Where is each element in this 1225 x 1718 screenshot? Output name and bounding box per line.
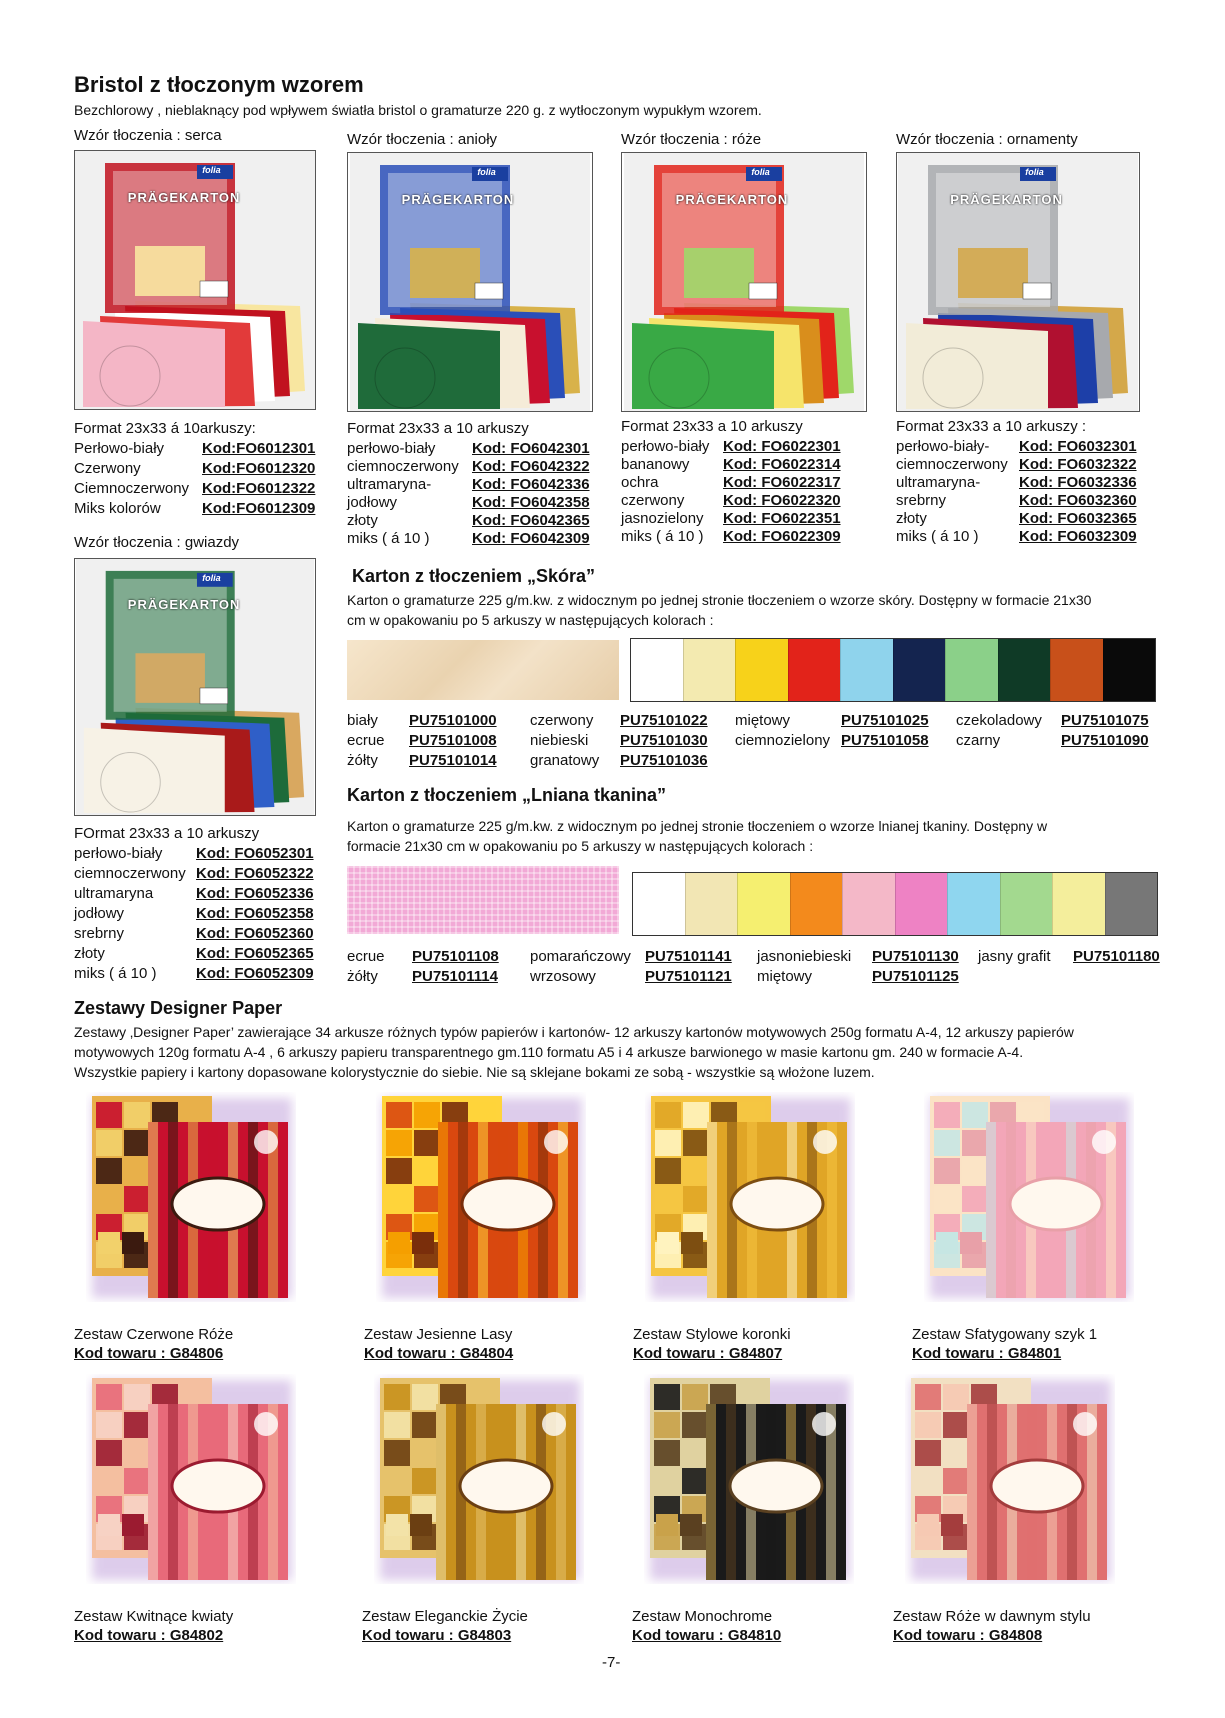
color-name: ecrue: [347, 948, 385, 965]
color-row: [347, 968, 522, 988]
product-row: [896, 510, 1146, 528]
product-code: PU75101075: [1061, 712, 1149, 729]
designer-title: Zestawy Designer Paper: [74, 998, 283, 1018]
color-name: ochra: [621, 474, 659, 491]
pattern-label: Wzór tłoczenia : serca: [74, 127, 222, 144]
designer-set-image: [86, 1374, 296, 1589]
color-name: pomarańczowy: [530, 948, 631, 965]
product-code: Kod:FO6012322: [202, 480, 316, 497]
color-name: wrzosowy: [530, 968, 596, 985]
package-label: PRÄGEKARTON: [127, 189, 241, 205]
color-name: perłowo-biały: [621, 438, 710, 455]
product-code: Kod: FO6052309: [196, 965, 314, 982]
designer-set-image: [924, 1092, 1134, 1307]
color-name: miks ( á 10 ): [896, 528, 979, 545]
color-name: niebieski: [530, 732, 589, 749]
brand-logo: folia: [477, 167, 496, 178]
package-label: PRÄGEKARTON: [127, 597, 241, 613]
designer-set-name: Zestaw Stylowe koronki: [633, 1326, 791, 1343]
product-row: [74, 440, 324, 460]
color-swatch: [840, 639, 893, 701]
color-name: biały: [347, 712, 378, 729]
product-row: [896, 528, 1146, 546]
color-name: jodłowy: [74, 905, 125, 922]
product-code: Kod: FO6042309: [472, 530, 590, 547]
bristol-description: Bezchlorowy , nieblaknący pod wpływem światła bristol o gramaturze 220 g. z wytłoczonym wypukłym wzorem.: [74, 102, 762, 118]
color-swatch: [1105, 873, 1158, 935]
product-code: Kod: FO6042336: [472, 476, 590, 493]
color-row: [757, 948, 982, 968]
color-swatch: [683, 639, 736, 701]
product-code: PU75101125: [872, 968, 959, 985]
color-name: Perłowo-biały: [74, 440, 165, 457]
color-name: złoty: [74, 945, 105, 962]
product-row: [74, 845, 324, 865]
color-name: czerwony: [530, 712, 594, 729]
designer-set-image: [645, 1092, 855, 1307]
color-name: czekoladowy: [956, 712, 1042, 729]
product-image: [347, 152, 593, 412]
color-name: Czerwony: [74, 460, 141, 477]
color-row: [530, 968, 755, 988]
product-code: Kod:FO6012301: [202, 440, 316, 457]
product-code: PU75101014: [409, 752, 497, 769]
designer-set-name: Zestaw Eleganckie Życie: [362, 1608, 528, 1625]
product-image: [621, 152, 867, 412]
color-name: ultramaryna-: [347, 476, 432, 493]
color-name: ultramaryna: [74, 885, 154, 902]
color-name: jasnozielony: [621, 510, 704, 527]
color-row: [530, 752, 730, 772]
product-code: Kod: FO6022320: [723, 492, 841, 509]
package-label: PRÄGEKARTON: [675, 191, 789, 207]
designer-set-code: Kod towaru : G84803: [362, 1627, 512, 1644]
color-name: ciemnoczerwony: [74, 865, 186, 882]
color-row: [530, 948, 755, 968]
designer-set-code: Kod towaru : G84806: [74, 1345, 224, 1362]
color-swatch: [631, 639, 683, 701]
color-name: miks ( á 10 ): [347, 530, 430, 547]
pattern-label: Wzór tłoczenia : gwiazdy: [74, 534, 240, 551]
product-code: Kod: FO6052358: [196, 905, 314, 922]
color-row: [978, 948, 1183, 968]
product-code: PU75101022: [620, 712, 708, 729]
product-row: [896, 474, 1146, 492]
color-name: miętowy: [757, 968, 813, 985]
product-row: [74, 480, 324, 500]
designer-set-name: Zestaw Sfatygowany szyk 1: [912, 1326, 1098, 1343]
designer-set-image: [374, 1374, 584, 1589]
product-code: Kod: FO6052322: [196, 865, 314, 882]
product-code: Kod: FO6032309: [1019, 528, 1137, 545]
color-swatch: [998, 639, 1051, 701]
color-swatch: [633, 873, 685, 935]
skora-description-2: cm w opakowaniu po 5 arkuszy w następujących kolorach :: [347, 612, 714, 628]
product-row: [347, 458, 597, 476]
product-code: Kod: FO6032365: [1019, 510, 1137, 527]
color-name: jasnoniebieski: [757, 948, 852, 965]
skora-title: Karton z tłoczeniem „Skóra”: [352, 566, 596, 586]
format-label: Format 23x33 á 10arkuszy:: [74, 420, 256, 437]
product-code: Kod: FO6032301: [1019, 438, 1137, 455]
color-name: perłowo-biały: [74, 845, 163, 862]
color-row: [956, 712, 1171, 732]
product-code: Kod: FO6042365: [472, 512, 590, 529]
product-row: [74, 460, 324, 480]
product-row: [347, 530, 597, 548]
color-name: miks ( á 10 ): [74, 965, 157, 982]
product-row: [347, 440, 597, 458]
lniana-description-1: Karton o gramaturze 225 g/m.kw. z widocznym po jednej stronie tłoczeniem o wzorze lnianej tkaniny. Dostępny w: [347, 818, 1048, 834]
designer-set-image: [86, 1092, 296, 1307]
product-code: Kod: FO6022351: [723, 510, 841, 527]
color-name: żółty: [347, 968, 378, 985]
product-row: [621, 528, 871, 546]
lniana-description-2: formacie 21x30 cm w opakowaniu po 5 arkuszy w następujących kolorach :: [347, 838, 814, 854]
product-code: Kod: FO6022314: [723, 456, 841, 473]
designer-set-name: Zestaw Jesienne Lasy: [364, 1326, 513, 1343]
product-code: PU75101058: [841, 732, 929, 749]
page-number: -7-: [602, 1654, 621, 1671]
designer-description-1: Zestawy ‚Designer Paper’ zawierające 34 arkusze różnych typów papierów i kartonów- 12 arkuszy kartonów motywowych 250g formatu A-4, 12 arkuszy papierów: [74, 1024, 1074, 1040]
color-swatch: [842, 873, 895, 935]
product-code: Kod:FO6012320: [202, 460, 316, 477]
color-row: [347, 732, 519, 752]
product-row: [74, 945, 324, 965]
color-name: Ciemnoczerwony: [74, 480, 190, 497]
product-row: [347, 476, 597, 494]
pattern-label: Wzór tłoczenia : anioły: [347, 131, 498, 148]
designer-description-3: Wszystkie papiery i kartony dopasowane kolorystycznie do siebie. Nie są sklejane bokami ze sobą - wszystkie są włożone luzem.: [74, 1064, 875, 1080]
product-code: PU75101030: [620, 732, 708, 749]
product-row: [621, 456, 871, 474]
color-name: czarny: [956, 732, 1001, 749]
page-title: Bristol z tłoczonym wzorem: [74, 72, 364, 97]
color-swatch: [1050, 639, 1103, 701]
format-label: Format 23x33 a 10 arkuszy: [347, 420, 529, 437]
brand-logo: folia: [202, 165, 221, 176]
color-name: ultramaryna-: [896, 474, 981, 491]
brand-logo: folia: [1025, 167, 1044, 178]
product-code: PU75101141: [645, 948, 732, 965]
color-swatch: [947, 873, 1000, 935]
product-code: PU75101114: [412, 968, 498, 985]
color-row: [347, 752, 519, 772]
product-code: PU75101108: [412, 948, 499, 965]
brand-logo: folia: [751, 167, 770, 178]
product-code: PU75101121: [645, 968, 732, 985]
product-code: PU75101180: [1073, 948, 1160, 965]
designer-set-image: [644, 1374, 854, 1589]
color-row: [530, 732, 730, 752]
color-name: srebrny: [896, 492, 947, 509]
designer-set-code: Kod towaru : G84807: [633, 1345, 783, 1362]
color-swatch: [737, 873, 790, 935]
product-code: Kod: FO6032360: [1019, 492, 1137, 509]
product-code: Kod: FO6042322: [472, 458, 590, 475]
color-row: [347, 712, 519, 732]
product-code: PU75101025: [841, 712, 929, 729]
product-code: PU75101090: [1061, 732, 1149, 749]
designer-set-code: Kod towaru : G84810: [632, 1627, 782, 1644]
color-name: miks ( á 10 ): [621, 528, 704, 545]
product-code: Kod: FO6032322: [1019, 456, 1137, 473]
color-row: [757, 968, 982, 988]
designer-set-code: Kod towaru : G84801: [912, 1345, 1062, 1362]
product-row: [74, 885, 324, 905]
product-row: [621, 492, 871, 510]
designer-set-image: [376, 1092, 586, 1307]
product-row: [621, 474, 871, 492]
format-label: Format 23x33 a 10 arkuszy: [621, 418, 803, 435]
product-image: [896, 152, 1140, 412]
designer-set-name: Zestaw Czerwone Róże: [74, 1326, 234, 1343]
product-image: [74, 150, 316, 410]
product-code: Kod: FO6052360: [196, 925, 314, 942]
product-code: Kod: FO6022301: [723, 438, 841, 455]
designer-set-code: Kod towaru : G84804: [364, 1345, 514, 1362]
color-name: złoty: [896, 510, 927, 527]
color-row: [735, 712, 951, 732]
skora-description-1: Karton o gramaturze 225 g/m.kw. z widocznym po jednej stronie tłoczeniem o wzorze skóry. Dostępny w formacie 21x30: [347, 592, 1092, 608]
lniana-texture-sample: [347, 866, 619, 934]
package-label: PRÄGEKARTON: [950, 191, 1063, 207]
color-name: czerwony: [621, 492, 685, 509]
designer-set-image: [905, 1374, 1115, 1589]
color-name: granatowy: [530, 752, 600, 769]
product-image: [74, 558, 316, 816]
product-row: [621, 438, 871, 456]
color-name: ciemnoczerwony: [347, 458, 459, 475]
color-name: perłowo-biały-: [896, 438, 990, 455]
product-code: PU75101036: [620, 752, 708, 769]
product-code: PU75101000: [409, 712, 497, 729]
color-name: bananowy: [621, 456, 690, 473]
product-code: Kod: FO6052365: [196, 945, 314, 962]
product-row: [74, 865, 324, 885]
product-code: Kod: FO6022317: [723, 474, 841, 491]
package-label: PRÄGEKARTON: [401, 191, 515, 207]
designer-set-name: Zestaw Róże w dawnym stylu: [893, 1608, 1091, 1625]
product-code: Kod:FO6012309: [202, 500, 316, 517]
product-code: Kod: FO6022309: [723, 528, 841, 545]
skora-texture-sample: [347, 640, 619, 700]
product-code: Kod: FO6032336: [1019, 474, 1137, 491]
color-name: Miks kolorów: [74, 500, 161, 517]
lniana-color-swatches: [632, 872, 1158, 936]
color-row: [956, 732, 1171, 752]
product-row: [896, 438, 1146, 456]
format-label: Format 23x33 a 10 arkuszy :: [896, 418, 1087, 435]
color-name: ecrue: [347, 732, 385, 749]
lniana-title: Karton z tłoczeniem „Lniana tkanina”: [347, 785, 667, 805]
product-code: PU75101008: [409, 732, 497, 749]
designer-set-code: Kod towaru : G84808: [893, 1627, 1043, 1644]
product-row: [74, 905, 324, 925]
color-swatch: [1000, 873, 1053, 935]
product-code: Kod: FO6052301: [196, 845, 314, 862]
pattern-label: Wzór tłoczenia : róże: [621, 131, 762, 148]
color-swatch: [788, 639, 841, 701]
color-name: jasny grafit: [978, 948, 1051, 965]
skora-color-swatches: [630, 638, 1156, 702]
color-name: złoty: [347, 512, 378, 529]
designer-set-name: Zestaw Monochrome: [632, 1608, 773, 1625]
color-swatch: [945, 639, 998, 701]
color-row: [530, 712, 730, 732]
product-code: Kod: FO6042301: [472, 440, 590, 457]
color-swatch: [893, 639, 946, 701]
color-swatch: [735, 639, 788, 701]
color-swatch: [1052, 873, 1105, 935]
product-row: [896, 456, 1146, 474]
product-row: [621, 510, 871, 528]
color-swatch: [1103, 639, 1156, 701]
designer-set-code: Kod towaru : G84802: [74, 1627, 224, 1644]
color-name: perłowo-biały: [347, 440, 436, 457]
product-row: [74, 925, 324, 945]
color-name: ciemnoczerwony: [896, 456, 1008, 473]
color-row: [735, 732, 951, 752]
color-swatch: [685, 873, 738, 935]
color-swatch: [790, 873, 843, 935]
color-swatch: [895, 873, 948, 935]
product-row: [74, 965, 324, 985]
designer-set-name: Zestaw Kwitnące kwiaty: [74, 1608, 234, 1625]
product-row: [896, 492, 1146, 510]
color-name: ciemnozielony: [735, 732, 831, 749]
color-row: [347, 948, 522, 968]
product-row: [74, 500, 324, 520]
brand-logo: folia: [202, 573, 221, 584]
product-code: Kod: FO6052336: [196, 885, 314, 902]
pattern-label: Wzór tłoczenia : ornamenty: [896, 131, 1078, 148]
designer-description-2: motywowych 120g formatu A-4 , 6 arkuszy papieru transparentnego gm.110 formatu A5 i 4 arkusze barwionego w masie kartonu gm. 240 w formacie A-4.: [74, 1044, 1024, 1060]
product-row: [347, 512, 597, 530]
format-label: FOrmat 23x33 a 10 arkuszy: [74, 825, 260, 842]
color-name: miętowy: [735, 712, 791, 729]
product-code: PU75101130: [872, 948, 959, 965]
product-code: Kod: FO6042358: [472, 494, 590, 511]
color-name: żółty: [347, 752, 378, 769]
color-name: jodłowy: [347, 494, 398, 511]
color-name: srebrny: [74, 925, 125, 942]
product-row: [347, 494, 597, 512]
